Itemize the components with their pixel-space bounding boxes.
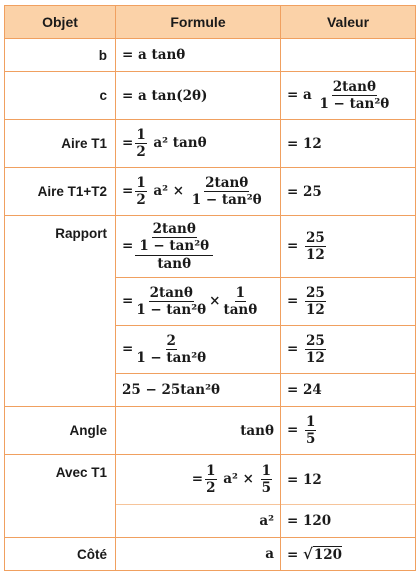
label-aire-t1t2: Aire T1+T2 [5, 168, 116, 216]
eq-sign: = [122, 183, 134, 199]
fraction-den: 2 [136, 144, 146, 160]
eq-sign: = [191, 471, 204, 487]
value-c-num: 2tanθ [332, 78, 376, 95]
times-sign: × [209, 293, 221, 309]
formula-table [4, 5, 416, 571]
fraction-num: 1 [136, 174, 146, 191]
value-aire-t1: = 12 [281, 120, 416, 168]
value-c-prefix: = a [287, 87, 312, 103]
formula-rapport-3 [116, 326, 281, 374]
row-aire-t1t2 [5, 168, 416, 216]
formula-rapport-4: 25 − 25tan²θ [116, 374, 281, 407]
header-valeur: Valeur [281, 6, 416, 39]
complex-fraction-top [135, 221, 213, 255]
fraction-num: 2tanθ [149, 284, 193, 301]
fraction-den: 12 [306, 350, 325, 366]
formula-avec-t1-2 [116, 505, 281, 538]
fraction-num: 2tanθ [205, 174, 249, 191]
formula-a-squared: a² [259, 513, 274, 529]
value-b [281, 39, 416, 72]
fraction-half [135, 175, 146, 208]
radicand: 120 [313, 547, 343, 563]
row-avec-t1-1 [5, 455, 416, 505]
fraction-num: 2 [166, 332, 176, 349]
formula-aire-t1 [116, 120, 281, 168]
fraction-den: 12 [306, 247, 325, 263]
fraction-den: 12 [306, 302, 325, 318]
formula-avec-t1-1 [116, 455, 281, 505]
fraction-half [205, 463, 216, 496]
formula-aire-t1t2 [116, 168, 281, 216]
fraction-inv-tan [222, 285, 258, 318]
label-c: c [5, 72, 116, 120]
fraction-den: 1 − tan²θ [139, 238, 210, 255]
sqrt-icon: √ [303, 545, 313, 563]
eq-sign: = [287, 293, 299, 309]
label-angle: Angle [5, 407, 116, 455]
eq-sign: = [122, 135, 134, 151]
row-b [5, 39, 416, 72]
fraction-den: 1 − tan²θ [136, 302, 207, 318]
value-c-den: 1 − tan²θ [319, 96, 390, 112]
fraction-tan2 [135, 285, 207, 318]
eq-sign: = [287, 547, 299, 563]
formula-rest: a² tanθ [153, 135, 207, 151]
fraction-den: 2 [206, 480, 216, 496]
formula-angle: tanθ [116, 407, 281, 455]
label-aire-t1: Aire T1 [5, 120, 116, 168]
eq-sign: = [122, 238, 134, 254]
fraction-tan2 [191, 175, 263, 208]
fraction-two [135, 333, 207, 366]
fraction-den: 1 − tan²θ [136, 350, 207, 366]
value-rapport-4: = 24 [281, 374, 416, 407]
label-avec-t1: Avec T1 [5, 455, 116, 538]
eq-sign: = [122, 293, 134, 309]
value-rapport-3 [281, 326, 416, 374]
fraction-den: tanθ [157, 255, 192, 272]
value-fraction [305, 414, 316, 447]
row-rapport-1 [5, 216, 416, 278]
fraction-num: 2tanθ [152, 221, 196, 238]
value-c-fraction [318, 79, 390, 112]
header-objet: Objet [5, 6, 116, 39]
value-cote [281, 538, 416, 571]
row-c [5, 72, 416, 120]
fraction-num: 25 [306, 332, 325, 349]
formula-cote: a [116, 538, 281, 571]
fraction-num: 1 [306, 413, 316, 430]
fraction-num: 1 [261, 462, 271, 479]
complex-fraction [135, 221, 213, 272]
value-fraction [305, 230, 326, 263]
fraction-num: 1 [235, 284, 246, 301]
fraction-num: 1 [206, 462, 216, 479]
header-formule: Formule [116, 6, 281, 39]
formula-b: = a tanθ [116, 39, 281, 72]
row-aire-t1 [5, 120, 416, 168]
header-row [5, 6, 416, 39]
value-rapport-1 [281, 216, 416, 278]
row-angle [5, 407, 416, 455]
formula-mid: a² × [223, 471, 254, 487]
formula-rapport-2 [116, 278, 281, 326]
eq-sign: = [287, 341, 299, 357]
value-avec-t1-1: = 12 [281, 455, 416, 505]
formula-c: = a tan(2θ) [116, 72, 281, 120]
value-angle [281, 407, 416, 455]
fraction-num: 25 [306, 284, 325, 301]
label-rapport: Rapport [5, 216, 116, 407]
eq-sign: = [287, 422, 299, 438]
value-fraction [305, 285, 326, 318]
fraction-half [135, 127, 146, 160]
fraction-num: 25 [306, 229, 325, 246]
value-fraction [305, 333, 326, 366]
fraction-fifth [261, 463, 272, 496]
eq-sign: = [122, 341, 134, 357]
label-cote: Côté [5, 538, 116, 571]
fraction-den: 1 − tan²θ [191, 192, 262, 208]
label-b: b [5, 39, 116, 72]
value-avec-t1-2: = 120 [281, 505, 416, 538]
fraction-den: 5 [261, 480, 271, 496]
fraction-den: 5 [306, 431, 316, 447]
fraction-num: 1 [136, 126, 146, 143]
fraction-den: 2 [136, 192, 146, 208]
value-aire-t1t2: = 25 [281, 168, 416, 216]
fraction-den: tanθ [223, 302, 258, 318]
value-rapport-2 [281, 278, 416, 326]
inner-fraction [138, 221, 210, 254]
eq-sign: = [287, 238, 299, 254]
value-c [281, 72, 416, 120]
formula-rapport-1 [116, 216, 281, 278]
formula-mid: a² × [153, 183, 185, 199]
row-cote [5, 538, 416, 571]
